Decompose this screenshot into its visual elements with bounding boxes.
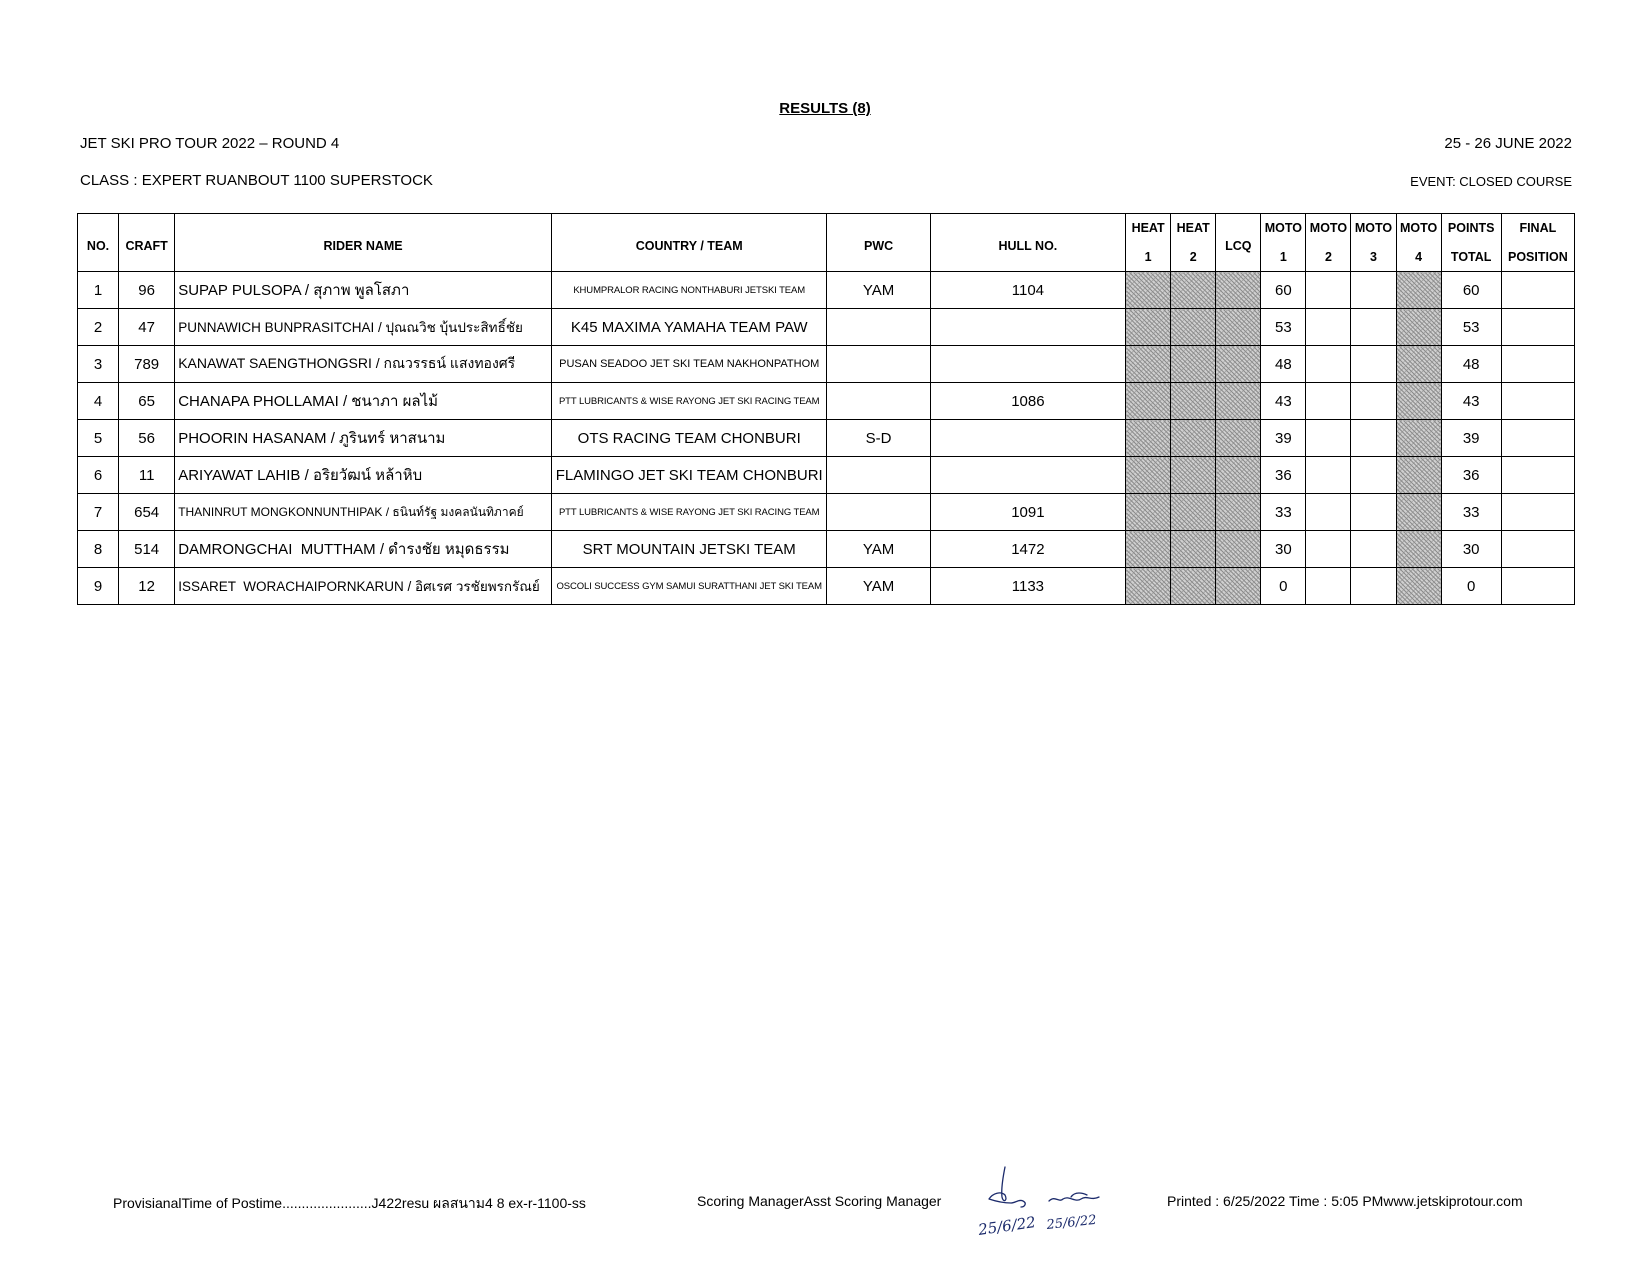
page-title: RESULTS (8)	[779, 100, 871, 117]
cell-craft: 56	[119, 420, 175, 457]
cell-rider: THANINRUT MONGKONNUNTHIPAK / ธนินท์รัฐ มงคลนันทิภาคย์	[175, 494, 552, 531]
cell-heat1-blocked	[1126, 309, 1171, 346]
cell-moto1: 53	[1261, 309, 1306, 346]
cell-moto3	[1351, 309, 1396, 346]
cell-no: 7	[78, 494, 119, 531]
cell-lcq-blocked	[1216, 457, 1261, 494]
cell-moto2	[1306, 346, 1351, 383]
col-header-moto3: MOTO	[1351, 214, 1396, 243]
cell-rider: PHOORIN HASANAM / ภูรินทร์ หาสนาม	[175, 420, 552, 457]
cell-pwc: YAM	[827, 531, 930, 568]
cell-team: KHUMPRALOR RACING NONTHABURI JETSKI TEAM	[551, 272, 827, 309]
cell-points-total: 60	[1441, 272, 1501, 309]
cell-points-total: 39	[1441, 420, 1501, 457]
col-header-moto1: MOTO	[1261, 214, 1306, 243]
cell-moto3	[1351, 420, 1396, 457]
col-header-final-position: POSITION	[1501, 243, 1574, 272]
cell-hull: 1133	[930, 568, 1125, 605]
table-row	[78, 420, 1575, 457]
col-header-heat2-num: 2	[1171, 243, 1216, 272]
cell-lcq-blocked	[1216, 272, 1261, 309]
cell-heat2-blocked	[1171, 346, 1216, 383]
cell-team: OSCOLI SUCCESS GYM SAMUI SURATTHANI JET SKI TEAM	[551, 568, 827, 605]
cell-lcq-blocked	[1216, 309, 1261, 346]
cell-rider: PUNNAWICH BUNPRASITCHAI / ปุณณวิช บุ้นประสิทธิ์ชัย	[175, 309, 552, 346]
cell-no: 9	[78, 568, 119, 605]
cell-moto1: 30	[1261, 531, 1306, 568]
col-header-final: FINAL	[1501, 214, 1574, 243]
col-header-moto4-num: 4	[1396, 243, 1441, 272]
cell-points-total: 53	[1441, 309, 1501, 346]
cell-rider: CHANAPA PHOLLAMAI / ชนาภา ผลไม้	[175, 383, 552, 420]
cell-heat1-blocked	[1126, 494, 1171, 531]
event-name: JET SKI PRO TOUR 2022 – ROUND 4	[80, 135, 340, 152]
cell-no: 1	[78, 272, 119, 309]
cell-pwc: YAM	[827, 568, 930, 605]
cell-moto1: 48	[1261, 346, 1306, 383]
cell-pwc	[827, 457, 930, 494]
cell-team: PTT LUBRICANTS & WISE RAYONG JET SKI RACING TEAM	[551, 494, 827, 531]
cell-moto2	[1306, 494, 1351, 531]
col-header-moto2: MOTO	[1306, 214, 1351, 243]
cell-lcq-blocked	[1216, 383, 1261, 420]
cell-moto2	[1306, 383, 1351, 420]
cell-heat1-blocked	[1126, 531, 1171, 568]
cell-hull: 1104	[930, 272, 1125, 309]
cell-moto2	[1306, 309, 1351, 346]
cell-no: 6	[78, 457, 119, 494]
cell-rider: ISSARET WORACHAIPORNKARUN / อิศเรศ วรชัยพรกรัณย์	[175, 568, 552, 605]
cell-no: 4	[78, 383, 119, 420]
table-row	[78, 309, 1575, 346]
cell-craft: 654	[119, 494, 175, 531]
cell-moto3	[1351, 457, 1396, 494]
cell-heat2-blocked	[1171, 494, 1216, 531]
cell-moto3	[1351, 568, 1396, 605]
cell-final-position	[1501, 457, 1574, 494]
cell-team: PUSAN SEADOO JET SKI TEAM NAKHONPATHOM	[551, 346, 827, 383]
cell-heat2-blocked	[1171, 531, 1216, 568]
signature-date-1: 25/6/22	[977, 1213, 1037, 1239]
cell-moto1: 39	[1261, 420, 1306, 457]
cell-moto3	[1351, 346, 1396, 383]
cell-final-position	[1501, 346, 1574, 383]
col-header-moto3-num: 3	[1351, 243, 1396, 272]
cell-moto2	[1306, 272, 1351, 309]
cell-moto4-blocked	[1396, 309, 1441, 346]
cell-moto2	[1306, 568, 1351, 605]
cell-final-position	[1501, 531, 1574, 568]
cell-rider: KANAWAT SAENGTHONGSRI / กณวรรธน์ แสงทองศรี	[175, 346, 552, 383]
footer-provisional: ProvisianalTime of Postime.......................J422resu ผลสนาม4 8 ex-r-1100-ss	[113, 1195, 586, 1211]
col-header-points-total: TOTAL	[1441, 243, 1501, 272]
cell-points-total: 30	[1441, 531, 1501, 568]
footer-printed: Printed : 6/25/2022 Time : 5:05 PMwww.jetskiprotour.com	[1167, 1193, 1523, 1209]
col-header-no: NO.	[78, 214, 119, 272]
col-header-heat1-num: 1	[1126, 243, 1171, 272]
results-table	[77, 213, 1575, 605]
cell-moto3	[1351, 494, 1396, 531]
col-header-team: COUNTRY / TEAM	[551, 214, 827, 272]
cell-heat1-blocked	[1126, 272, 1171, 309]
cell-final-position	[1501, 494, 1574, 531]
cell-moto2	[1306, 420, 1351, 457]
cell-pwc: S-D	[827, 420, 930, 457]
cell-rider: DAMRONGCHAI MUTTHAM / ดำรงชัย หมุดธรรม	[175, 531, 552, 568]
cell-moto4-blocked	[1396, 494, 1441, 531]
cell-no: 5	[78, 420, 119, 457]
cell-no: 2	[78, 309, 119, 346]
cell-heat2-blocked	[1171, 457, 1216, 494]
cell-moto3	[1351, 272, 1396, 309]
cell-heat2-blocked	[1171, 383, 1216, 420]
cell-hull	[930, 309, 1125, 346]
cell-pwc: YAM	[827, 272, 930, 309]
col-header-moto4: MOTO	[1396, 214, 1441, 243]
table-row	[78, 272, 1575, 309]
class-label: CLASS : EXPERT RUANBOUT 1100 SUPERSTOCK	[80, 172, 433, 189]
cell-points-total: 48	[1441, 346, 1501, 383]
cell-points-total: 43	[1441, 383, 1501, 420]
table-row	[78, 383, 1575, 420]
cell-points-total: 0	[1441, 568, 1501, 605]
cell-lcq-blocked	[1216, 494, 1261, 531]
cell-hull	[930, 346, 1125, 383]
cell-lcq-blocked	[1216, 420, 1261, 457]
cell-craft: 96	[119, 272, 175, 309]
cell-moto4-blocked	[1396, 383, 1441, 420]
cell-final-position	[1501, 309, 1574, 346]
cell-hull: 1091	[930, 494, 1125, 531]
col-header-hull: HULL NO.	[930, 214, 1125, 272]
cell-moto1: 43	[1261, 383, 1306, 420]
cell-pwc	[827, 346, 930, 383]
cell-final-position	[1501, 420, 1574, 457]
cell-craft: 12	[119, 568, 175, 605]
cell-heat1-blocked	[1126, 383, 1171, 420]
cell-moto1: 0	[1261, 568, 1306, 605]
signature-date-2: 25/6/22	[1045, 1212, 1098, 1233]
cell-team: PTT LUBRICANTS & WISE RAYONG JET SKI RACING TEAM	[551, 383, 827, 420]
cell-lcq-blocked	[1216, 346, 1261, 383]
cell-hull: 1086	[930, 383, 1125, 420]
col-header-heat2: HEAT	[1171, 214, 1216, 243]
cell-heat1-blocked	[1126, 457, 1171, 494]
cell-heat2-blocked	[1171, 272, 1216, 309]
cell-team: SRT MOUNTAIN JETSKI TEAM	[551, 531, 827, 568]
cell-team: K45 MAXIMA YAMAHA TEAM PAW	[551, 309, 827, 346]
cell-pwc	[827, 383, 930, 420]
table-row	[78, 494, 1575, 531]
cell-moto1: 33	[1261, 494, 1306, 531]
cell-final-position	[1501, 272, 1574, 309]
cell-craft: 514	[119, 531, 175, 568]
cell-no: 3	[78, 346, 119, 383]
cell-final-position	[1501, 383, 1574, 420]
cell-moto3	[1351, 531, 1396, 568]
cell-heat2-blocked	[1171, 420, 1216, 457]
cell-team: OTS RACING TEAM CHONBURI	[551, 420, 827, 457]
cell-points-total: 33	[1441, 494, 1501, 531]
col-header-moto2-num: 2	[1306, 243, 1351, 272]
cell-moto4-blocked	[1396, 568, 1441, 605]
cell-heat2-blocked	[1171, 309, 1216, 346]
cell-moto4-blocked	[1396, 420, 1441, 457]
cell-moto2	[1306, 531, 1351, 568]
cell-rider: ARIYAWAT LAHIB / อริยวัฒน์ หล้าหิบ	[175, 457, 552, 494]
col-header-rider: RIDER NAME	[175, 214, 552, 272]
cell-hull: 1472	[930, 531, 1125, 568]
handwritten-signature	[975, 1163, 1115, 1248]
table-row	[78, 531, 1575, 568]
cell-craft: 789	[119, 346, 175, 383]
cell-no: 8	[78, 531, 119, 568]
event-date: 25 - 26 JUNE 2022	[1444, 135, 1572, 152]
cell-hull	[930, 457, 1125, 494]
cell-moto4-blocked	[1396, 457, 1441, 494]
cell-pwc	[827, 494, 930, 531]
table-row	[78, 568, 1575, 605]
cell-heat1-blocked	[1126, 420, 1171, 457]
cell-heat1-blocked	[1126, 346, 1171, 383]
cell-moto4-blocked	[1396, 531, 1441, 568]
cell-heat1-blocked	[1126, 568, 1171, 605]
cell-heat2-blocked	[1171, 568, 1216, 605]
cell-moto1: 36	[1261, 457, 1306, 494]
footer-scoring-managers: Scoring ManagerAsst Scoring Manager	[697, 1193, 942, 1209]
cell-moto3	[1351, 383, 1396, 420]
cell-moto4-blocked	[1396, 272, 1441, 309]
cell-craft: 47	[119, 309, 175, 346]
table-row	[78, 346, 1575, 383]
cell-rider: SUPAP PULSOPA / สุภาพ พูลโสภา	[175, 272, 552, 309]
event-type: EVENT: CLOSED COURSE	[1410, 174, 1572, 189]
cell-moto4-blocked	[1396, 346, 1441, 383]
table-row	[78, 457, 1575, 494]
cell-craft: 65	[119, 383, 175, 420]
cell-hull	[930, 420, 1125, 457]
cell-points-total: 36	[1441, 457, 1501, 494]
col-header-moto1-num: 1	[1261, 243, 1306, 272]
col-header-craft: CRAFT	[119, 214, 175, 272]
cell-craft: 11	[119, 457, 175, 494]
cell-team: FLAMINGO JET SKI TEAM CHONBURI	[551, 457, 827, 494]
col-header-lcq: LCQ	[1216, 214, 1261, 272]
col-header-pwc: PWC	[827, 214, 930, 272]
cell-final-position	[1501, 568, 1574, 605]
col-header-points: POINTS	[1441, 214, 1501, 243]
cell-pwc	[827, 309, 930, 346]
cell-lcq-blocked	[1216, 568, 1261, 605]
cell-lcq-blocked	[1216, 531, 1261, 568]
cell-moto1: 60	[1261, 272, 1306, 309]
col-header-heat1: HEAT	[1126, 214, 1171, 243]
cell-moto2	[1306, 457, 1351, 494]
